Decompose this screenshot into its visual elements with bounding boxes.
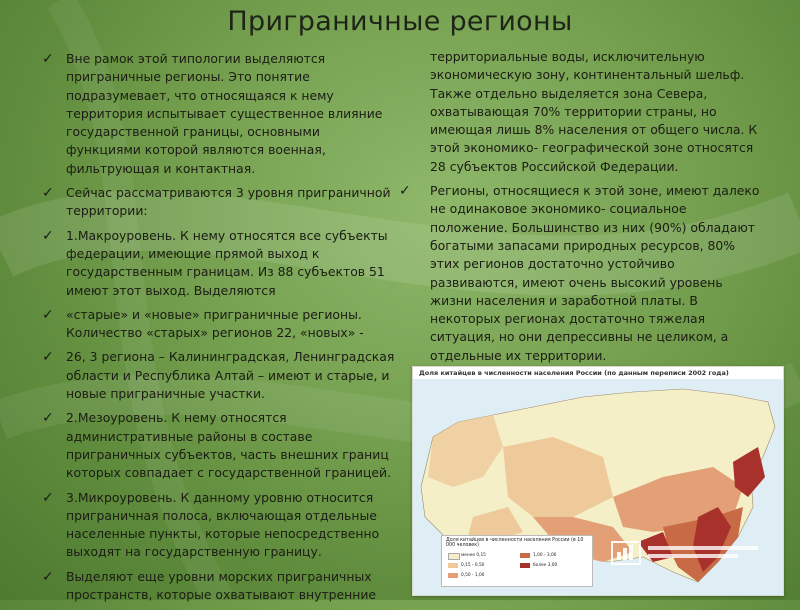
legend-swatch <box>448 553 460 560</box>
checkmark-icon: ✓ <box>42 306 54 323</box>
legend-label: 0,15 - 0,50 <box>461 563 485 568</box>
bullet-text: Вне рамок этой типологии выделяются приграничные регионы. Это понятие подразумевает, что относящаяся к нему территория испытывает существенное влияние государственной границы, основными функциями которой являются военная, фильтрующая и контактная. <box>66 51 383 176</box>
legend-title: Доля китайцев в численности населения России (в 10 000 человек) <box>446 538 584 548</box>
bullet-text: Выделяют еще уровни морских приграничных пространств, которые охватывают внутренние <box>66 568 377 603</box>
checkmark-icon: ✓ <box>42 349 54 366</box>
legend-swatch <box>448 563 458 568</box>
checkmark-icon: ✓ <box>42 227 54 244</box>
legend-label: 0,50 - 1,00 <box>461 573 485 578</box>
map-caption: Доля китайцев в численности населения России (по данным переписи 2002 года) <box>419 369 729 377</box>
bullet-text: 1.Макроуровень. К нему относятся все субъекты федерации, имеющие прямой выход к государственным границам. Из 88 субъектов 51 имеют этот выход. Выделяются <box>66 227 388 298</box>
checkmark-icon: ✓ <box>42 410 54 427</box>
left-column <box>34 50 396 610</box>
checkmark-icon: ✓ <box>42 51 54 67</box>
bullet-text: 3.Микроуровень. К данному уровню относится приграничная полоса, включающая отдельные населенные пункты, которые непосредственно выходят на государственную границу. <box>66 489 380 560</box>
bullet-text: Сейчас рассматриваются 3 уровня приграничной территории: <box>66 185 391 219</box>
checkmark-icon: ✓ <box>42 489 54 506</box>
bullet-item <box>34 50 396 178</box>
bullet-text: Регионы, относящиеся к этой зоне, имеют далеко не одинаковое экономико- социальное положение. Большинство из них (90%) обладают богатыми запасами природных ресурсов, 80% этих регионов достаточно устойчиво развиваются, имеют очень высокий уровень жизни населения и заработной платы. В некоторых регионах достаточно тяжелая ситуация, но они депрессивны не целиком, а отдельные их территории. <box>430 183 760 363</box>
checkmark-icon: ✓ <box>399 183 411 200</box>
checkmark-icon: ✓ <box>42 185 54 202</box>
bullet-item <box>34 306 396 343</box>
legend-label: менее 0,15 <box>461 553 486 558</box>
right-column <box>399 48 765 371</box>
bullet-item <box>34 409 396 482</box>
bullet-item <box>34 184 396 221</box>
bullet-text: 26, 3 региона – Калининградская, Ленинградская области и Республика Алтай – имеют и старые, и новые приграничные участки. <box>66 349 395 402</box>
bullet-text: «старые» и «новые» приграничные регионы. Количество «старых» регионов 22, «новых» - <box>66 306 364 341</box>
bullet-text: 2.Мезоуровень. К нему относятся административные районы в составе приграничных субъектов, часть внешних границ которых совпадает с государственной границей. <box>66 410 392 481</box>
presentation-logo-icon <box>608 536 764 574</box>
legend-swatch <box>520 553 530 558</box>
bullet-item <box>34 227 396 300</box>
bullet-item <box>34 568 396 605</box>
map-legend <box>441 535 593 587</box>
legend-label: более 3,00 <box>533 563 558 568</box>
legend-swatch <box>520 563 530 568</box>
continuation-text: территориальные воды, исключительную экономическую зону, континентальный шельф. Также отдельно выделяется зона Севера, охватывающая 70% территории страны, но имеющая лишь 8% населения от общего числа. К этой экономико- географической зоне относятся 28 субъектов Российской Федерации. <box>430 49 758 174</box>
bullet-item <box>399 182 765 365</box>
checkmark-icon: ✓ <box>42 568 54 585</box>
legend-swatch <box>448 573 458 578</box>
legend-label: 1,00 - 3,00 <box>533 553 557 558</box>
bullet-item <box>34 489 396 562</box>
bullet-item <box>34 348 396 403</box>
slide-title: Приграничные регионы <box>227 6 573 37</box>
